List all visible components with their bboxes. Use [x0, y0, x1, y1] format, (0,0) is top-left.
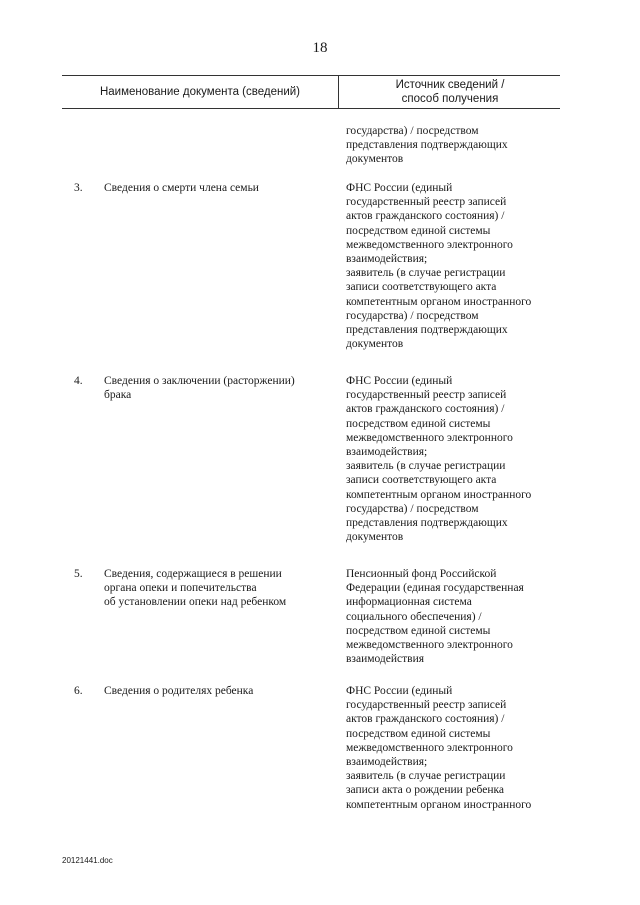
document-name-line: об установлении опеки над ребенком: [104, 596, 287, 609]
source-line: записи соответствующего акта: [346, 281, 497, 294]
source-line: межведомственного электронного: [346, 741, 513, 754]
document-name: [104, 181, 334, 195]
source-line: взаимодействия;: [346, 756, 428, 769]
continued-source-text: [346, 124, 566, 167]
row-number: 6.: [74, 685, 83, 697]
document-source: [346, 181, 568, 351]
document-name: [104, 374, 334, 402]
source-line: государства) / посредством: [346, 309, 479, 322]
source-line: социального обеспечения) /: [346, 610, 482, 623]
column-header-source-line: способ получения: [401, 93, 499, 105]
source-line: компетентным органом иностранного: [346, 798, 532, 811]
source-line: Федерации (единая государственная: [346, 582, 524, 595]
source-line: компетентным органом иностранного: [346, 295, 532, 308]
source-line: актов гражданского состояния) /: [346, 210, 505, 223]
document-source: [346, 684, 568, 812]
document-name-line: брака: [104, 389, 132, 402]
document-name: [104, 684, 334, 698]
document-name-line: Сведения, содержащиеся в решении: [104, 568, 282, 580]
document-name-line: органа опеки и попечительства: [104, 582, 257, 595]
source-line: заявитель (в случае регистрации: [346, 267, 506, 280]
source-line: ФНС России (единый: [346, 685, 453, 697]
source-line: компетентным органом иностранного: [346, 488, 532, 501]
source-line: ФНС России (единый: [346, 182, 453, 194]
document-name-line: Сведения о родителях ребенка: [104, 685, 254, 697]
table-header-bottom-rule: [62, 108, 560, 109]
source-line: государства) / посредством: [346, 502, 479, 515]
source-line: документов: [346, 338, 404, 351]
source-line: государства) / посредством: [346, 125, 479, 137]
document-source: [346, 374, 568, 544]
column-header-document-name: Наименование документа (сведений): [99, 86, 301, 98]
source-line: информационная система: [346, 596, 472, 609]
column-header-source: [340, 78, 560, 106]
source-line: взаимодействия;: [346, 253, 428, 266]
source-line: актов гражданского состояния) /: [346, 403, 505, 416]
source-line: заявитель (в случае регистрации: [346, 460, 506, 473]
document-name-line: Сведения о смерти члена семьи: [104, 182, 259, 194]
source-line: межведомственного электронного: [346, 639, 513, 652]
source-line: актов гражданского состояния) /: [346, 713, 505, 726]
source-line: посредством единой системы: [346, 727, 491, 740]
table-header-divider: [338, 75, 339, 108]
file-name-footer: 20121441.doc: [62, 856, 113, 865]
document-name-line: Сведения о заключении (расторжении): [104, 375, 295, 387]
source-line: представления подтверждающих: [346, 139, 508, 152]
page-number: 18: [312, 40, 328, 56]
source-line: взаимодействия;: [346, 446, 428, 459]
source-line: Пенсионный фонд Российской: [346, 568, 497, 580]
source-line: межведомственного электронного: [346, 431, 513, 444]
source-line: документов: [346, 531, 404, 544]
source-line: заявитель (в случае регистрации: [346, 770, 506, 783]
document-name: [104, 567, 334, 610]
column-header-source-line: Источник сведений /: [395, 79, 505, 91]
source-line: государственный реестр записей: [346, 699, 507, 712]
source-line: представления подтверждающих: [346, 324, 508, 337]
row-number: 4.: [74, 375, 83, 387]
source-line: взаимодействия: [346, 653, 425, 666]
table-header-top-rule: [62, 75, 560, 76]
source-line: записи соответствующего акта: [346, 474, 497, 487]
source-line: записи акта о рождении ребенка: [346, 784, 505, 797]
source-line: посредством единой системы: [346, 417, 491, 430]
source-line: государственный реестр записей: [346, 196, 507, 209]
document-source: [346, 567, 568, 666]
row-number: 5.: [74, 568, 83, 580]
source-line: государственный реестр записей: [346, 389, 507, 402]
source-line: межведомственного электронного: [346, 238, 513, 251]
source-line: посредством единой системы: [346, 224, 491, 237]
row-number: 3.: [74, 182, 83, 194]
source-line: представления подтверждающих: [346, 517, 508, 530]
source-line: ФНС России (единый: [346, 375, 453, 387]
source-line: документов: [346, 153, 404, 166]
source-line: посредством единой системы: [346, 624, 491, 637]
